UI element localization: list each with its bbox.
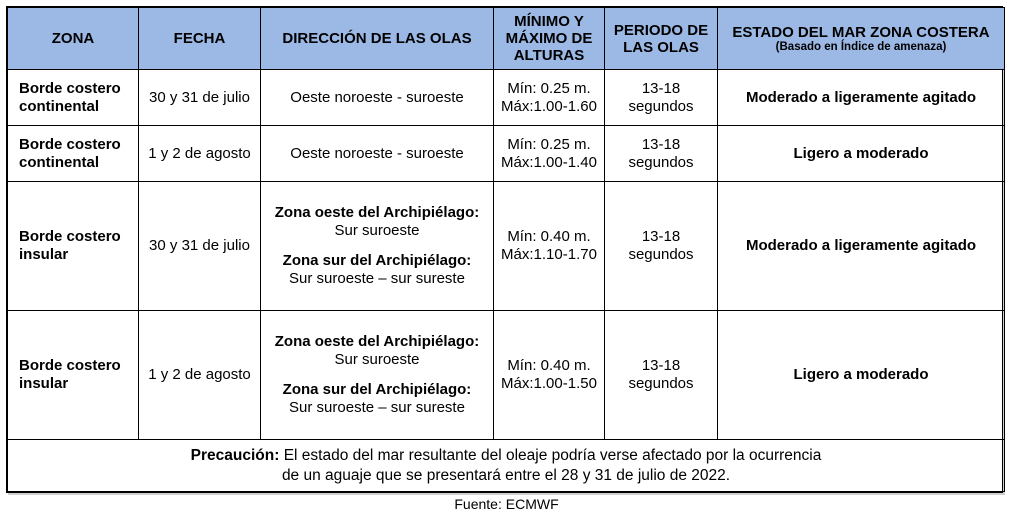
cell-fecha: 30 y 31 de julio: [139, 182, 261, 311]
cell-periodo: 13-18 segundos: [605, 126, 718, 182]
direccion-sur-value: Sur suroeste – sur sureste: [289, 399, 465, 416]
cell-zona: Borde costero insular: [8, 182, 139, 311]
direccion-oeste-title: Zona oeste del Archipiélago:: [274, 333, 480, 350]
altura-max: Máx:1.00-1.50: [501, 375, 597, 392]
altura-min: Mín: 0.25 m.: [507, 79, 591, 97]
table-row: [8, 311, 1005, 440]
caution-line2: de un aguaje que se presentará entre el 28 y 31 de julio de 2022.: [281, 466, 731, 484]
cell-zona: Borde costero continental: [8, 70, 139, 126]
cell-fecha: 30 y 31 de julio: [139, 70, 261, 126]
direccion-oeste-value: Sur suroeste: [334, 351, 420, 368]
cell-alturas: [494, 126, 605, 182]
cell-periodo: 13-18 segundos: [605, 311, 718, 440]
header-periodo: PERIODO DE LAS OLAS: [605, 8, 718, 70]
header-row: [8, 8, 1005, 70]
cell-direccion: Oeste noroeste - suroeste: [261, 126, 494, 182]
cell-direccion: Oeste noroeste - suroeste: [261, 70, 494, 126]
cell-alturas: [494, 311, 605, 440]
cell-zona: Borde costero insular: [8, 311, 139, 440]
cell-estado: Moderado a ligeramente agitado: [718, 182, 1005, 311]
header-direccion: DIRECCIÓN DE LAS OLAS: [261, 8, 494, 70]
direccion-oeste-value: Sur suroeste: [334, 222, 420, 239]
direccion-oeste-title: Zona oeste del Archipiélago:: [274, 204, 480, 221]
altura-max: Máx:1.00-1.60: [501, 97, 597, 115]
caution-label: Precaución:: [190, 446, 280, 464]
header-estado-title: ESTADO DEL MAR ZONA COSTERA: [732, 23, 990, 41]
cell-fecha: 1 y 2 de agosto: [139, 311, 261, 440]
direccion-sur-value: Sur suroeste – sur sureste: [289, 270, 465, 287]
cell-estado: Moderado a ligeramente agitado: [718, 70, 1005, 126]
table-row: [8, 70, 1005, 126]
altura-min: Mín: 0.40 m.: [507, 228, 591, 245]
altura-min: Mín: 0.25 m.: [507, 135, 591, 153]
source-text: Fuente: ECMWF: [454, 496, 559, 512]
source-caption: [0, 495, 1013, 513]
cell-direccion: [261, 182, 494, 311]
caution-line1: El estado del mar resultante del oleaje podría verse afectado por la ocurrencia: [283, 446, 822, 464]
direccion-sur-title: Zona sur del Archipiélago:: [282, 381, 472, 398]
cell-estado: Ligero a moderado: [718, 126, 1005, 182]
header-fecha: FECHA: [139, 8, 261, 70]
sea-state-table: [7, 7, 1005, 492]
header-alturas: MÍNIMO Y MÁXIMO DE ALTURAS: [494, 8, 605, 70]
table-row: [8, 182, 1005, 311]
table-row: [8, 126, 1005, 182]
cell-periodo: 13-18 segundos: [605, 182, 718, 311]
altura-max: Máx:1.00-1.40: [501, 153, 597, 171]
caution-note: [8, 440, 1005, 492]
header-estado-subtitle: (Basado en Índice de amenaza): [775, 40, 947, 53]
cell-alturas: [494, 182, 605, 311]
caution-row: [8, 440, 1005, 492]
cell-periodo: 13-18 segundos: [605, 70, 718, 126]
cell-fecha: 1 y 2 de agosto: [139, 126, 261, 182]
altura-min: Mín: 0.40 m.: [507, 357, 591, 374]
cell-direccion: [261, 311, 494, 440]
cell-estado: Ligero a moderado: [718, 311, 1005, 440]
direccion-sur-title: Zona sur del Archipiélago:: [282, 252, 472, 269]
altura-max: Máx:1.10-1.70: [501, 246, 597, 263]
cell-alturas: [494, 70, 605, 126]
forecast-table-frame: [6, 6, 1003, 493]
cell-zona: Borde costero continental: [8, 126, 139, 182]
header-estado: [718, 8, 1005, 70]
header-zona: ZONA: [8, 8, 139, 70]
